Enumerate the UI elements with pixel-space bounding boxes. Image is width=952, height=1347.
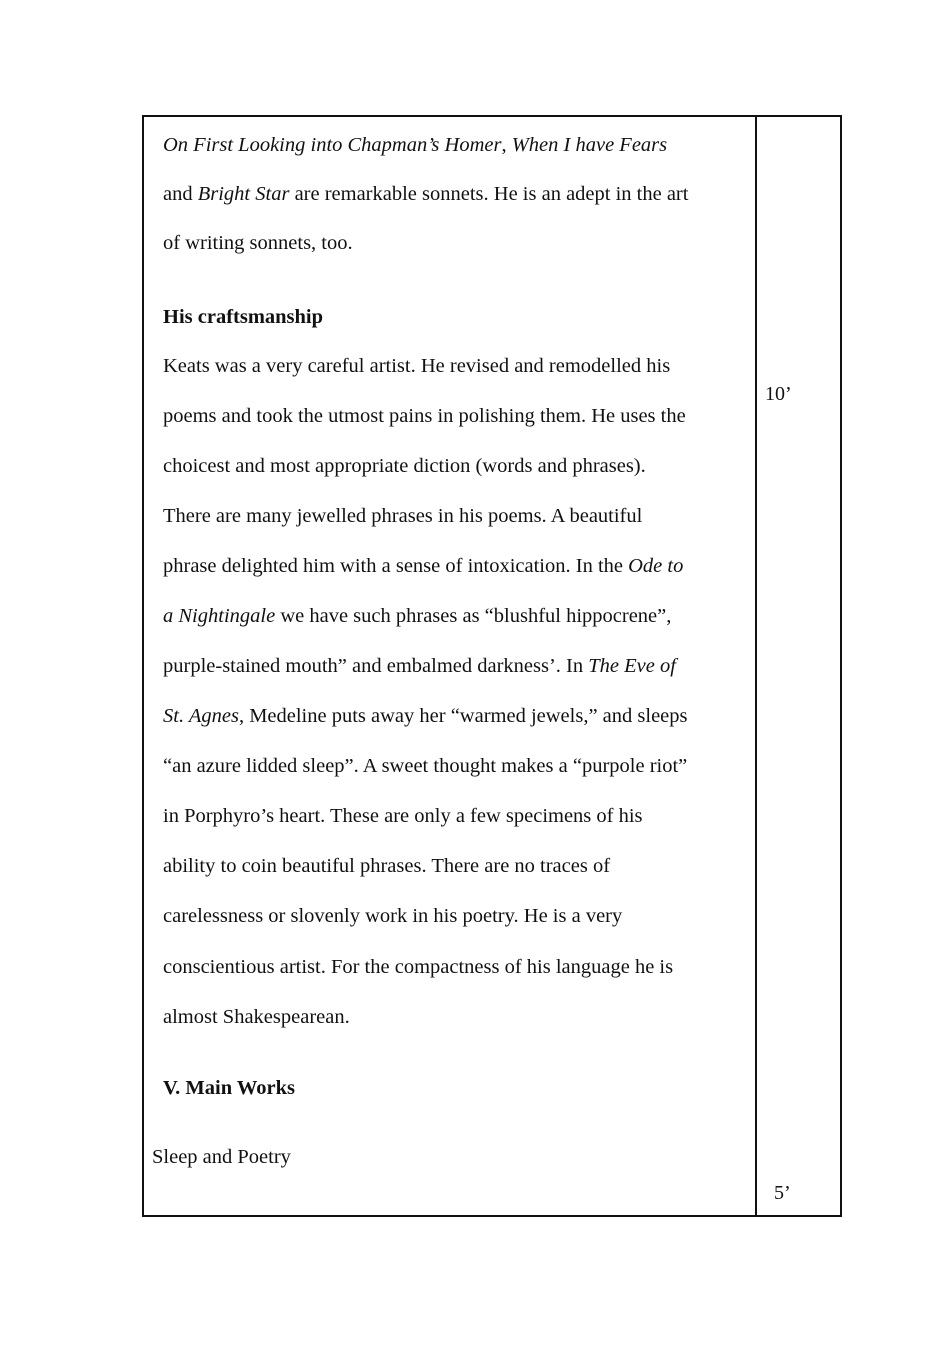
column-divider [755, 117, 757, 1215]
text-line [163, 654, 676, 678]
text-line: “an azure lidded sleep”. A sweet thought makes a “purpole riot” [163, 755, 688, 777]
text-fragment: are remarkable sonnets. He is an adept in the art [289, 183, 689, 205]
text-fragment: , Medeline puts away her “warmed jewels,” and sleeps [238, 705, 688, 727]
text-line: ability to coin beautiful phrases. There are no traces of [163, 855, 611, 877]
work-title: When I have Fears [511, 134, 668, 156]
text-line: in Porphyro’s heart. These are only a few specimens of his [163, 805, 643, 827]
text-line [163, 133, 667, 157]
text-fragment: phrase delighted him with a sense of intoxication. In the [163, 555, 629, 577]
text-fragment: we have such phrases as “blushful hippocrene”, [275, 605, 672, 627]
time-allocation: 10’ [765, 383, 792, 405]
work-title: St. Agnes [163, 705, 239, 727]
section-heading: V. Main Works [163, 1077, 295, 1099]
work-title: The Eve of [588, 655, 676, 677]
time-allocation: 5’ [774, 1182, 791, 1204]
main-work-item: Sleep and Poetry [152, 1146, 291, 1168]
text-line: conscientious artist. For the compactness of his language he is [163, 956, 674, 978]
text-line: There are many jewelled phrases in his poems. A beautiful [163, 505, 643, 527]
text-line: Keats was a very careful artist. He revised and remodelled his [163, 355, 671, 377]
text-line: poems and took the utmost pains in polishing them. He uses the [163, 405, 686, 427]
section-heading: His craftsmanship [163, 306, 324, 328]
text-line: almost Shakespearean. [163, 1006, 350, 1028]
text-fragment: and [163, 183, 198, 205]
text-line: of writing sonnets, too. [163, 232, 353, 254]
text-line: carelessness or slovenly work in his poetry. He is a very [163, 905, 623, 927]
text-fragment: purple-stained mouth” and embalmed darkness’. In [163, 655, 589, 677]
text-fragment: , [501, 134, 512, 156]
work-title: a Nightingale [163, 605, 276, 627]
work-title: On First Looking into Chapman’s Homer [163, 134, 502, 156]
text-line [163, 704, 688, 728]
work-title: Ode to [628, 555, 684, 577]
text-line [163, 182, 688, 206]
lesson-table [142, 115, 842, 1217]
text-line: choicest and most appropriate diction (words and phrases). [163, 455, 646, 477]
text-line [163, 554, 683, 578]
work-title: Bright Star [197, 183, 290, 205]
text-line [163, 604, 671, 628]
